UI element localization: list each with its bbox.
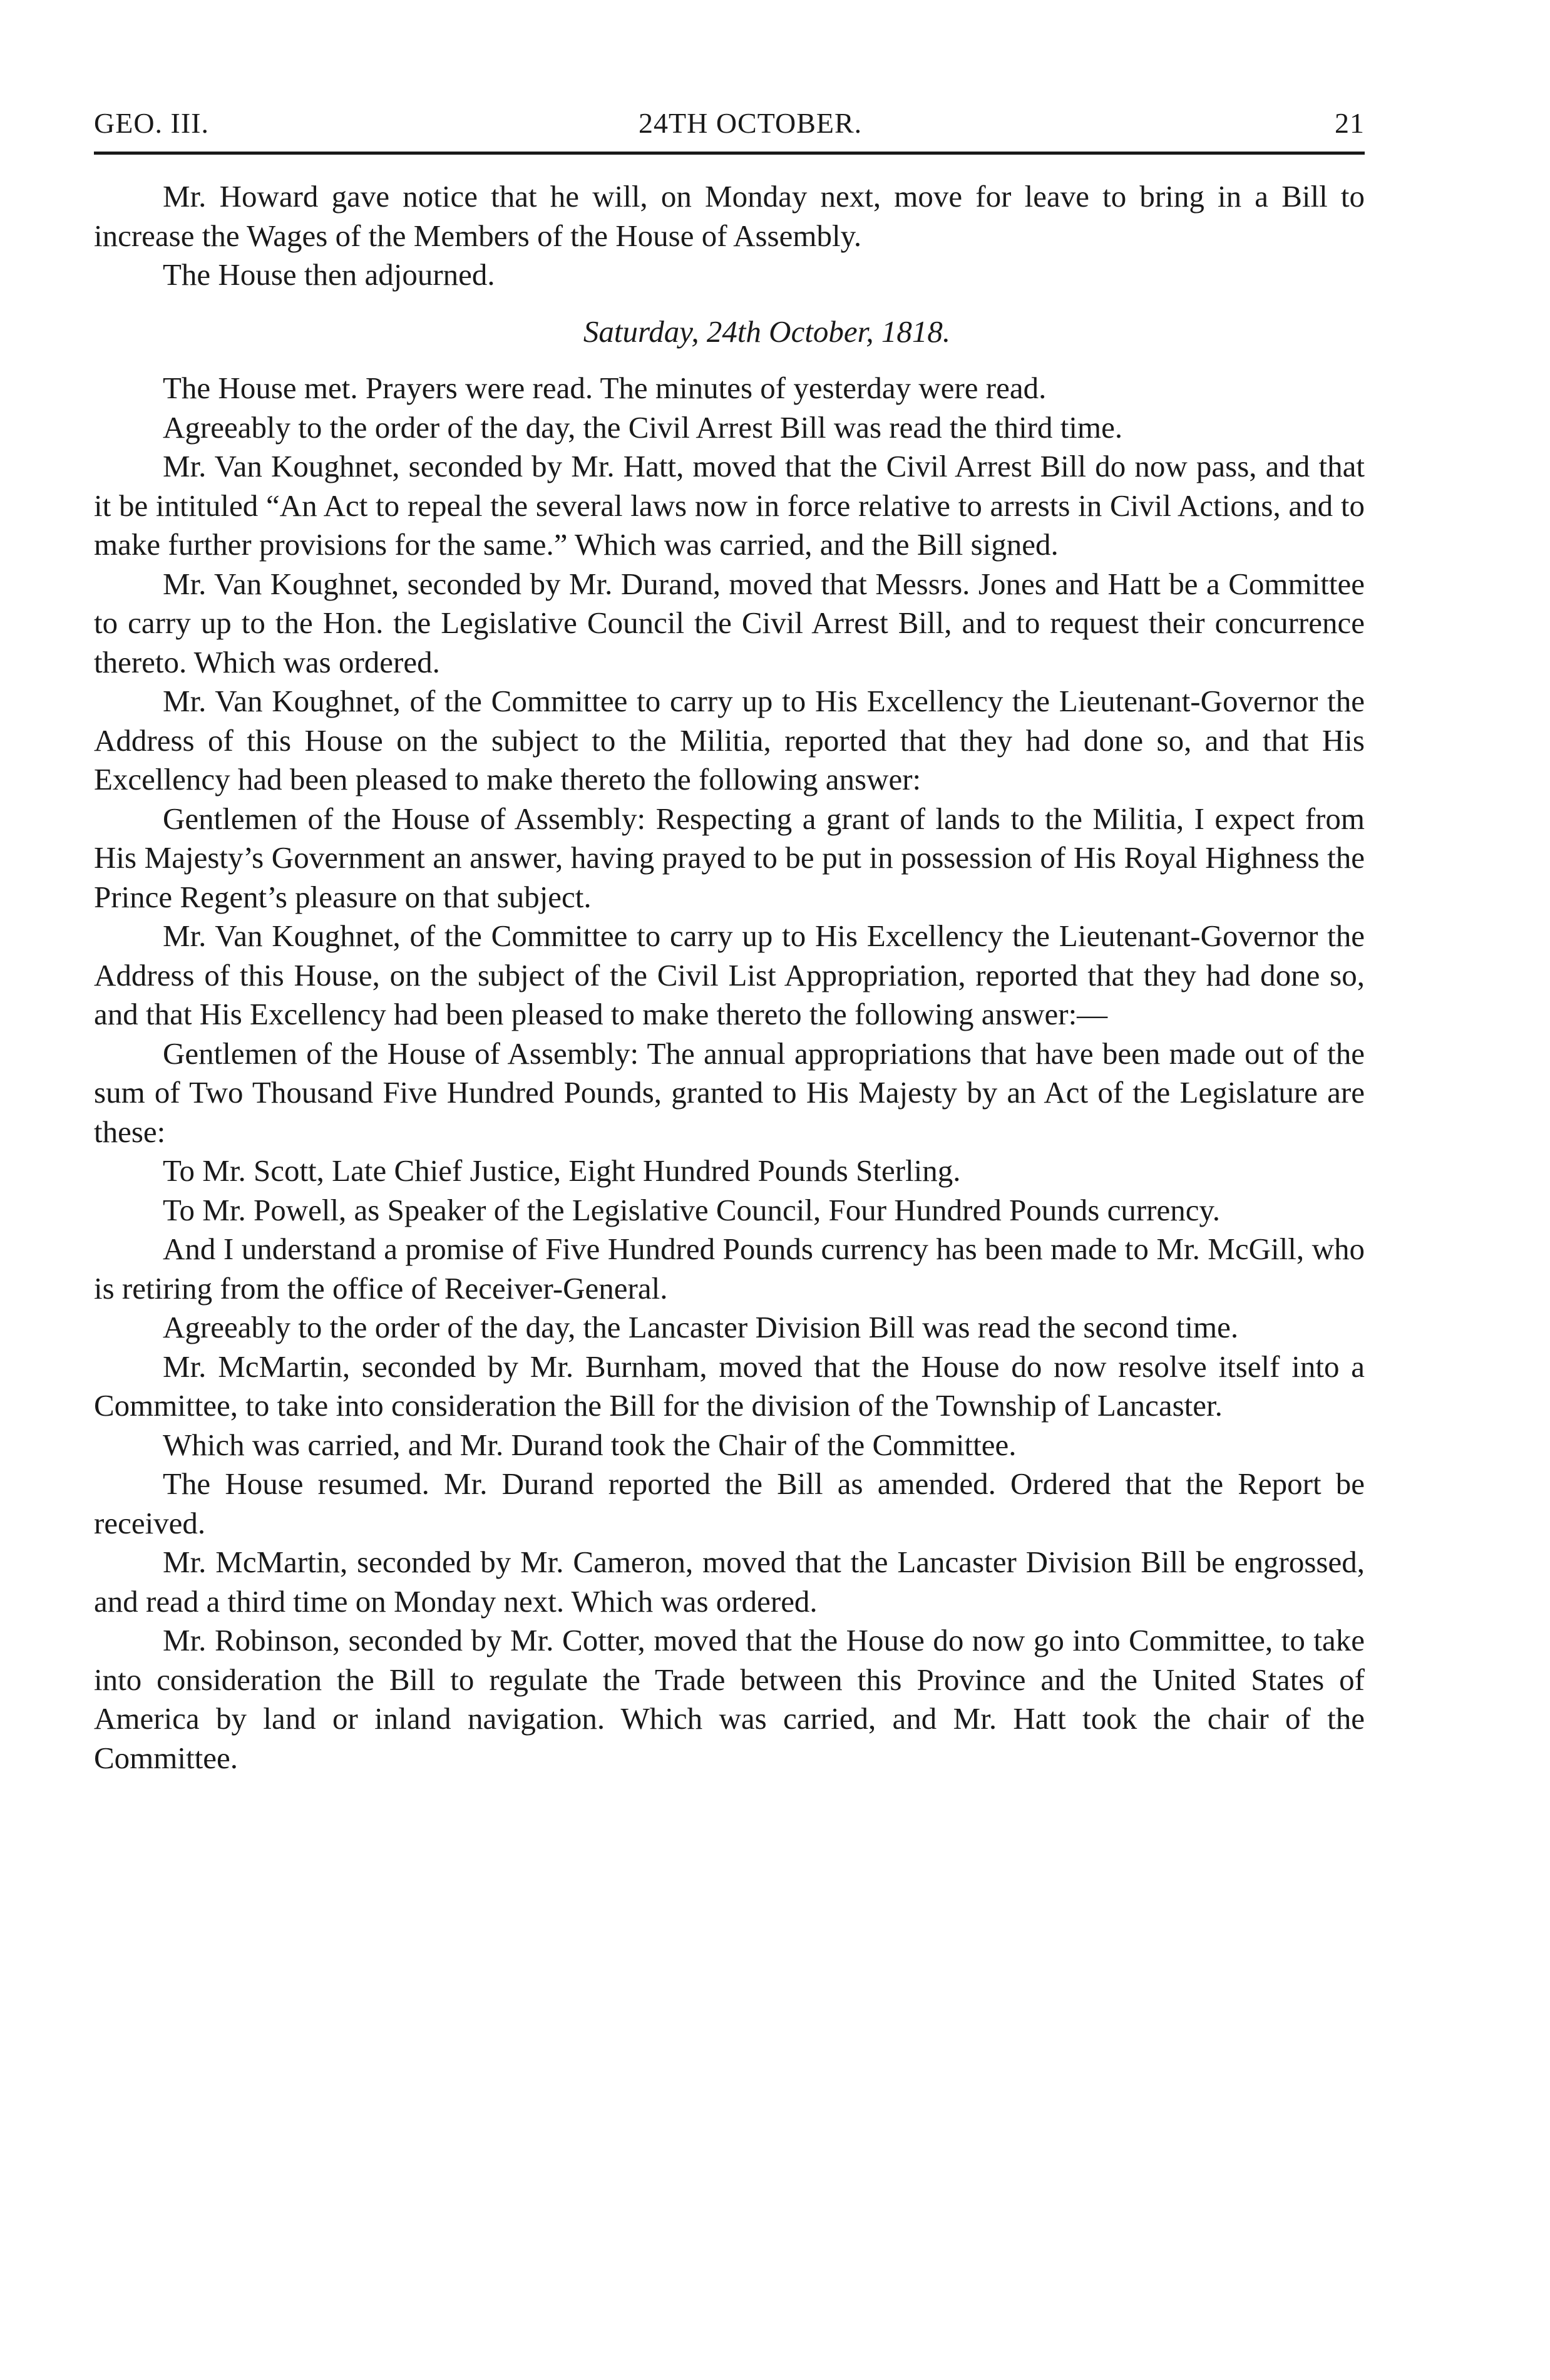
- paragraph: The House met. Prayers were read. The minutes of yesterday were read.: [163, 371, 1047, 405]
- paragraph: Agreeably to the order of the day, the Civil Arrest Bill was read the third time.: [163, 410, 1123, 445]
- paragraph: Mr. Van Koughnet, of the Committee to carry up to His Excellency the Lieutenant-Governor the Address of this House, on the subject of the Civil List Appropriation, reported that they had done so, and that His Excellency had been pleased to make thereto the following answer:—: [94, 919, 1365, 1031]
- paragraph: Mr. McMartin, seconded by Mr. Burnham, moved that the House do now resolve itself into a Committee, to take into consideration the Bill for the division of the Township of Lancaster.: [94, 1349, 1365, 1423]
- paragraph: To Mr. Scott, Late Chief Justice, Eight Hundred Pounds Sterling.: [163, 1153, 961, 1188]
- paragraph: Gentlemen of the House of Assembly: The annual appropriations that have been made out of the sum of Two Thousand Five Hundred Pounds, granted to His Majesty by an Act of the Legislature are these:: [94, 1036, 1365, 1149]
- paragraph-notice: Mr. Howard gave notice that he will, on Monday next, move for leave to bring in a Bill to increase the Wages of the Members of the House of Assembly.: [94, 179, 1365, 253]
- running-header: [94, 94, 1365, 144]
- paragraph: Mr. Robinson, seconded by Mr. Cotter, moved that the House do now go into Committee, to take into consideration the Bill to regulate the Trade between this Province and the United States of America by land or inland navigation. Which was carried, and Mr. Hatt took the chair of the Committee.: [94, 1623, 1365, 1775]
- document-page: [94, 94, 1365, 1778]
- paragraph: Which was carried, and Mr. Durand took the Chair of the Committee.: [163, 1427, 1017, 1462]
- paragraph: To Mr. Powell, as Speaker of the Legislative Council, Four Hundred Pounds currency.: [163, 1192, 1221, 1227]
- page-number: 21: [1335, 107, 1365, 139]
- paragraph: Mr. Van Koughnet, seconded by Mr. Hatt, moved that the Civil Arrest Bill do now pass, and that it be intituled “An Act to repeal the several laws now in force relative to arrests in Civil Actions, and to make further provisions for the same.” Which was carried, and the Bill signed.: [94, 449, 1365, 562]
- paragraph: The House resumed. Mr. Durand reported the Bill as amended. Ordered that the Report be received.: [94, 1466, 1365, 1540]
- paragraph: Gentlemen of the House of Assembly: Respecting a grant of lands to the Militia, I expect from His Majesty’s Government an answer, having prayed to be put in possession of His Royal Highness the Prince Regent’s pleasure on that subject.: [94, 801, 1365, 914]
- header-rule: [94, 152, 1365, 155]
- paragraph: Mr. Van Koughnet, of the Committee to carry up to His Excellency the Lieutenant-Governor the Address of this House on the subject to the Militia, reported that they had done so, and that His Excellency had been pleased to make thereto the following answer:: [94, 684, 1365, 796]
- paragraph: And I understand a promise of Five Hundred Pounds currency has been made to Mr. McGill, who is retiring from the office of Receiver-General.: [94, 1232, 1365, 1306]
- paragraph: Mr. McMartin, seconded by Mr. Cameron, moved that the Lancaster Division Bill be engrossed, and read a third time on Monday next. Which was ordered.: [94, 1545, 1365, 1619]
- paragraph: Agreeably to the order of the day, the Lancaster Division Bill was read the second time.: [163, 1310, 1239, 1344]
- paragraph: Mr. Van Koughnet, seconded by Mr. Durand, moved that Messrs. Jones and Hatt be a Committee to carry up to the Hon. the Legislative Council the Civil Arrest Bill, and to request their concurrence thereto. Which was ordered.: [94, 566, 1365, 679]
- date-heading: Saturday, 24th October, 1818.: [583, 314, 951, 349]
- header-date: 24TH OCTOBER.: [639, 107, 863, 139]
- header-reign: GEO. III.: [94, 107, 209, 139]
- paragraph-adjourned: The House then adjourned.: [163, 257, 495, 292]
